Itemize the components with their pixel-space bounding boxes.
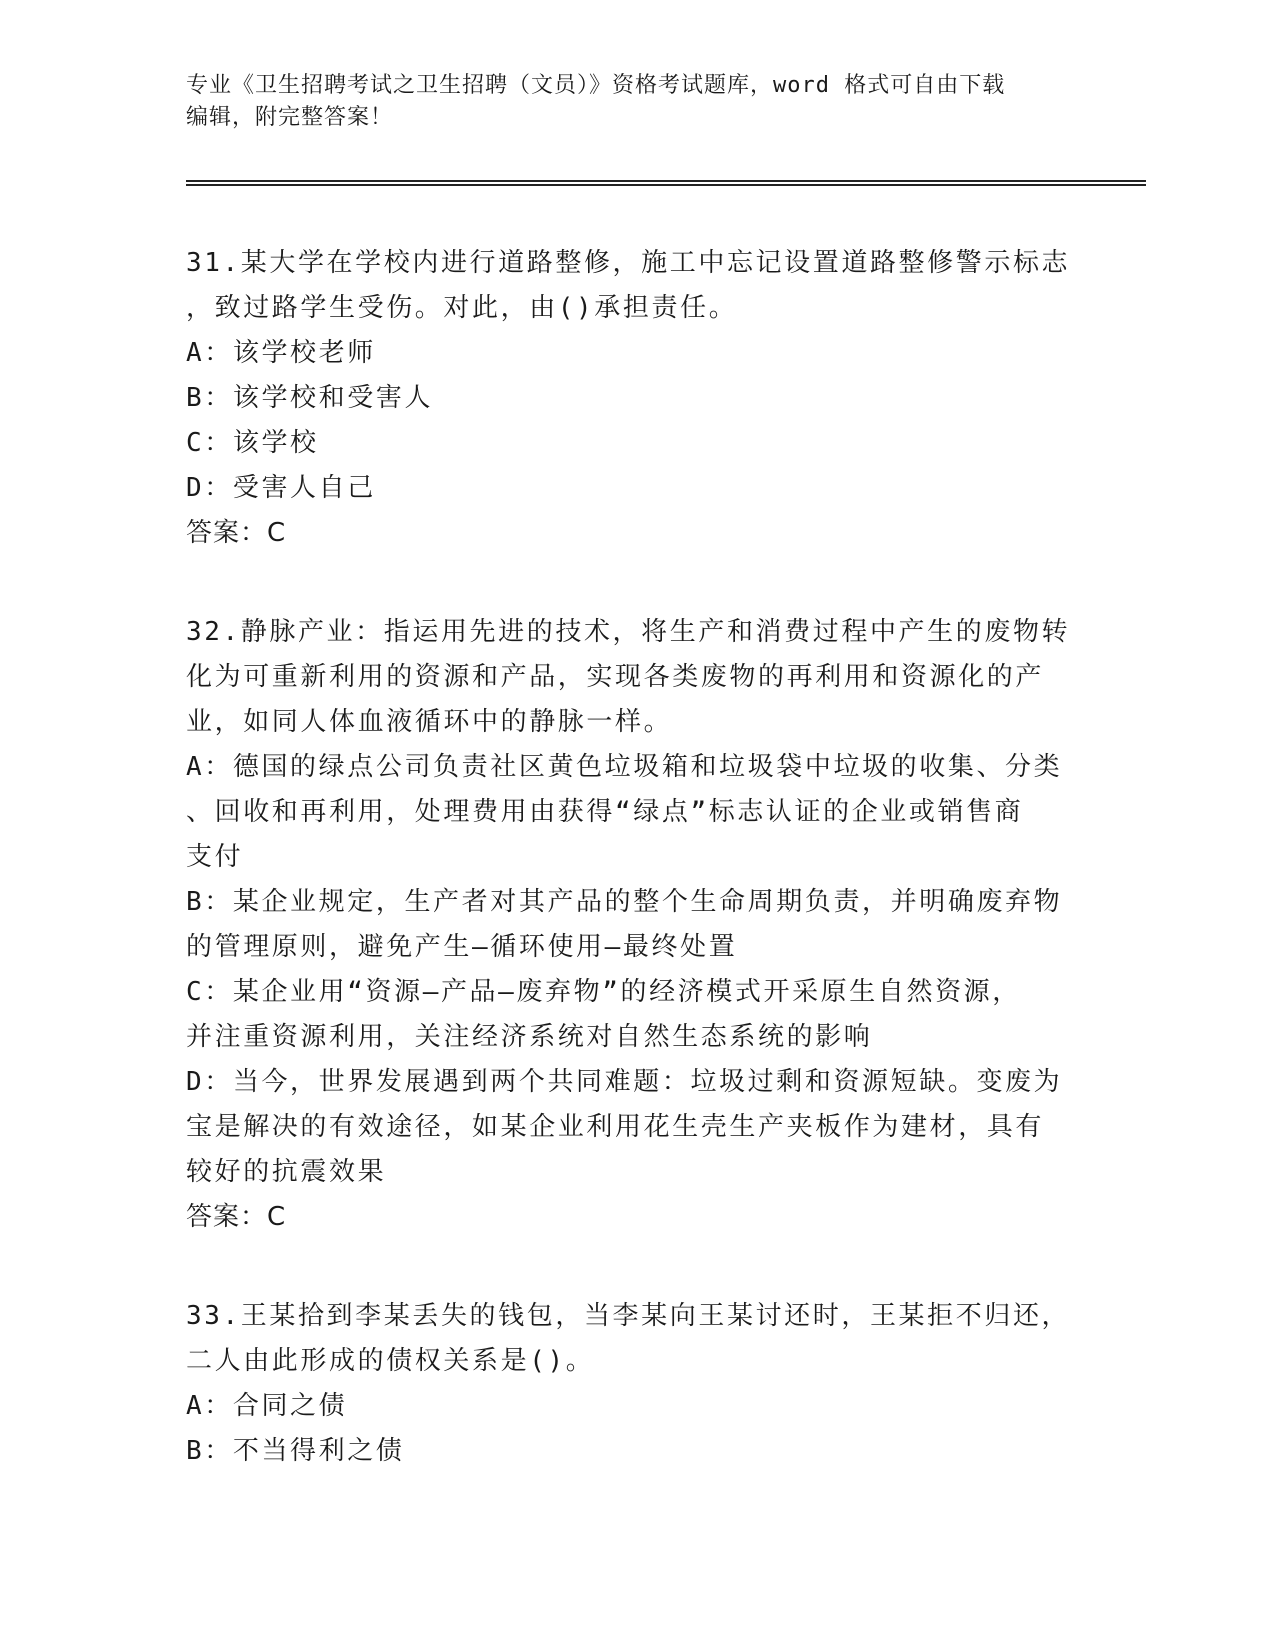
question-stem [186,241,1086,331]
answer-label: 答案：C [186,1202,287,1232]
option-d [186,1060,1086,1195]
question-stem [186,1294,1086,1384]
option-a [186,1384,1086,1429]
question-33 [186,1294,1086,1474]
question-list [186,241,1086,1474]
document-page [186,70,1086,1474]
stem-line: 化为可重新利用的资源和产品，实现各类废物的再利用和资源化的产 [186,662,1045,692]
option-line: B：不当得利之债 [186,1436,405,1466]
option-line: A：该学校老师 [186,338,376,368]
question-31 [186,241,1086,556]
stem-line: 二人由此形成的债权关系是()。 [186,1346,595,1376]
option-line: B：该学校和受害人 [186,383,434,413]
option-line: D：当今，世界发展遇到两个共同难题：垃圾过剩和资源短缺。变废为 [186,1067,1063,1097]
stem-line: ，致过路学生受伤。对此，由()承担责任。 [186,293,738,323]
answer-label: 答案：C [186,518,287,548]
option-line: 较好的抗震效果 [186,1157,387,1187]
option-c [186,421,1086,466]
document-header [186,70,1086,134]
question-stem [186,610,1086,745]
option-line: D：受害人自己 [186,473,376,503]
option-line: 宝是解决的有效途径，如某企业利用花生壳生产夹板作为建材，具有 [186,1112,1045,1142]
option-a [186,331,1086,376]
stem-line: 33.王某拾到李某丢失的钱包，当李某向王某讨还时，王某拒不归还， [186,1301,1071,1331]
stem-line: 业，如同人体血液循环中的静脉一样。 [186,707,673,737]
option-a [186,745,1086,880]
option-c [186,970,1086,1060]
option-line: A：德国的绿点公司负责社区黄色垃圾箱和垃圾袋中垃圾的收集、分类 [186,752,1063,782]
stem-line: 31.某大学在学校内进行道路整修，施工中忘记设置道路整修警示标志 [186,248,1071,278]
option-b [186,880,1086,970]
option-d [186,466,1086,511]
option-b [186,376,1086,421]
option-line: 、回收和再利用，处理费用由获得“绿点”标志认证的企业或销售商 [186,797,1024,827]
header-line-2: 编辑，附完整答案！ [186,105,394,130]
option-line: C：某企业用“资源—产品—废弃物”的经济模式开采原生自然资源， [186,977,1021,1007]
header-divider [186,180,1146,185]
question-32 [186,610,1086,1240]
option-line: C：该学校 [186,428,319,458]
header-line-1: 专业《卫生招聘考试之卫生招聘（文员）》资格考试题库，word 格式可自由下载 [186,73,1006,98]
option-line: A：合同之债 [186,1391,348,1421]
option-line: 并注重资源利用，关注经济系统对自然生态系统的影响 [186,1022,873,1052]
option-b [186,1429,1086,1474]
option-line: 支付 [186,842,244,872]
stem-line: 32.静脉产业：指运用先进的技术，将生产和消费过程中产生的废物转 [186,617,1071,647]
option-line: 的管理原则，避免产生—循环使用—最终处置 [186,932,738,962]
option-line: B：某企业规定，生产者对其产品的整个生命周期负责，并明确废弃物 [186,887,1063,917]
